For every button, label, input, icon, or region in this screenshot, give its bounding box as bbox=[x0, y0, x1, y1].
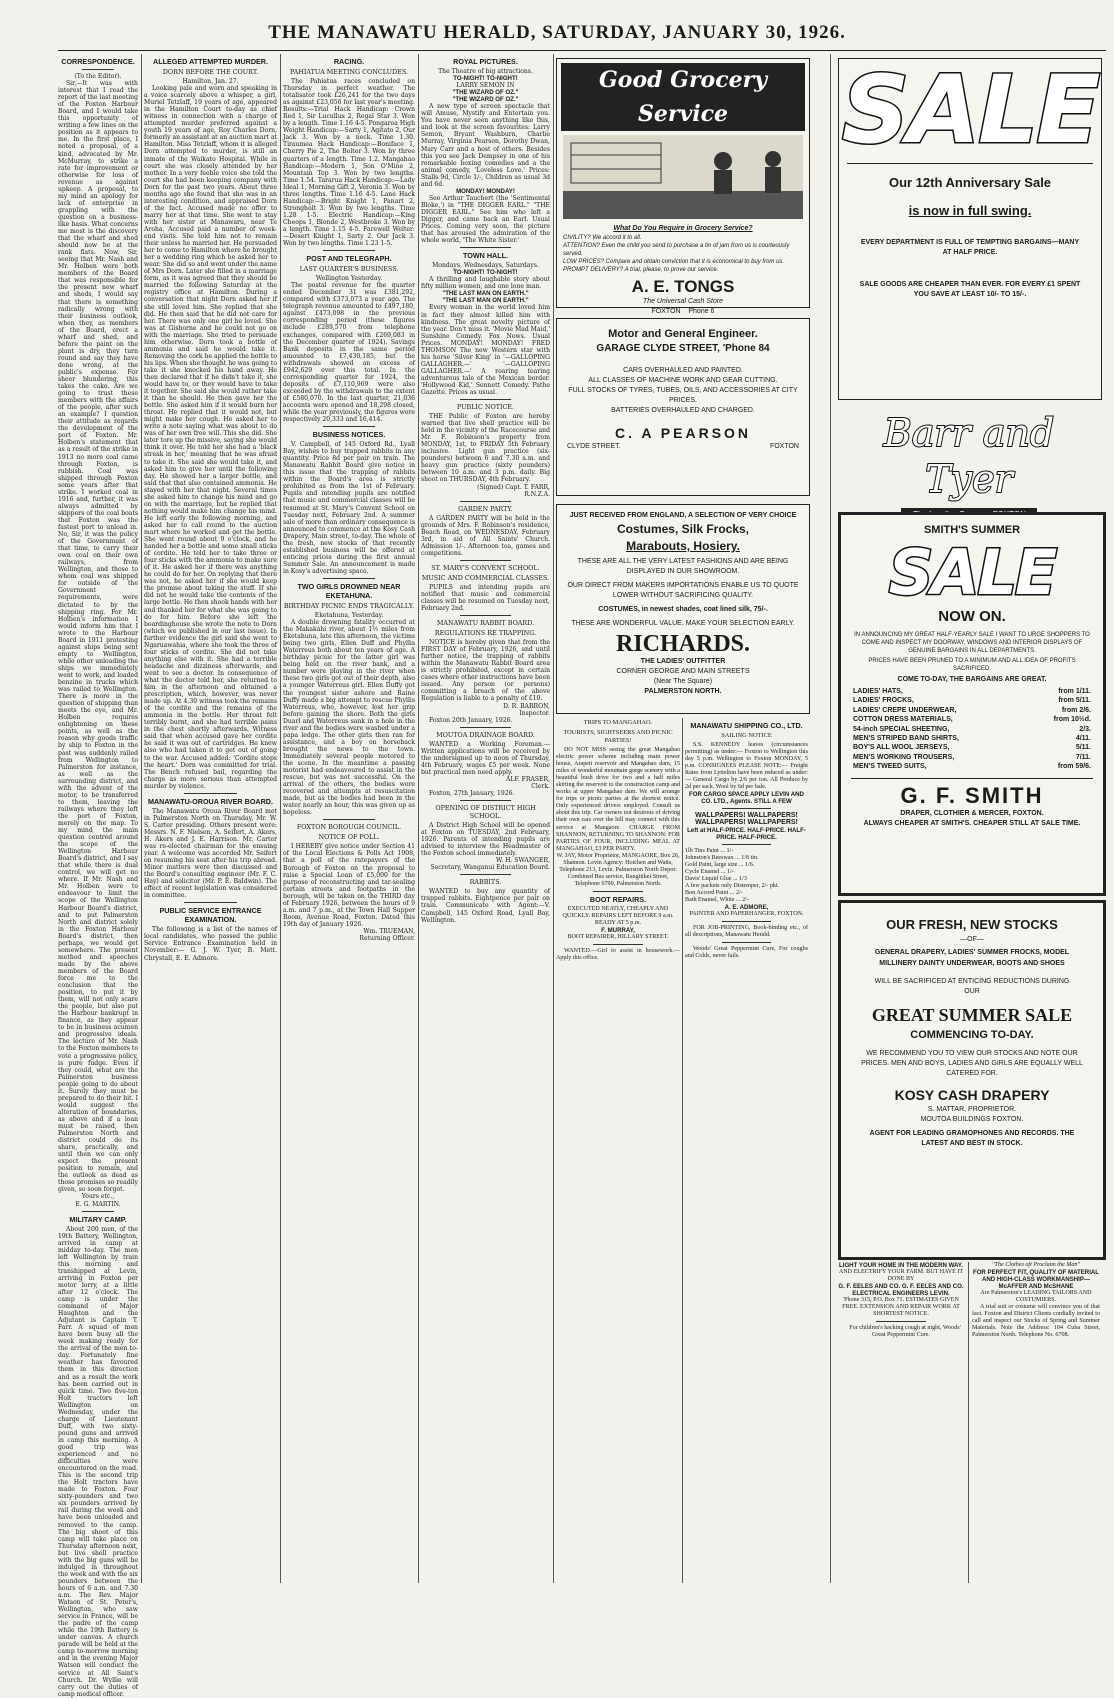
price-list-item: Gold Paint, large size ... 1/6. bbox=[685, 861, 755, 868]
job-printing-notice: FOR JOB-PRINTING, Book-binding etc., of all descriptions, Manawatu Herald. bbox=[685, 925, 808, 939]
smith-price-row bbox=[853, 734, 1091, 743]
column-racing bbox=[283, 54, 415, 1583]
paint-price-list bbox=[685, 848, 808, 904]
notice-body: I HEREBY give notice under Section 41 of the Local Elections & Polls Act 1908, that a poll of the ratepayers of the Borough of Foxton on the proposal to raise a Special Loan of £5,000 for the purpose of reconstructing and tar-sealing certain streets and footpaths in the borough, will be taken on the THIRD day of February 1926, between the hours of 9 a.m. and 7 p.m., at the Town Hall Supper Room, Avenue Road, Foxton. Dated this 19th day of January 1926. bbox=[283, 843, 415, 928]
subheading: Mondays, Wednesdays, Saturdays. bbox=[432, 262, 539, 270]
price-list-item: 1lb Tins Paint ... 1/- bbox=[685, 847, 734, 854]
notice-signature: Secretary, Wanganui Education Board. bbox=[430, 864, 550, 872]
column-rule bbox=[968, 1262, 969, 1583]
column-rule bbox=[830, 54, 831, 1583]
richards-address: CORNER GEORGE AND MAIN STREETS bbox=[616, 668, 750, 675]
divider bbox=[460, 501, 512, 502]
grocery-town-phone bbox=[557, 307, 809, 317]
tonight-banner: TO-NIGHT! TO-NIGHT! bbox=[453, 269, 518, 277]
article-body: A thrilling and laughable story about fifty million women, and one lone man. bbox=[421, 276, 550, 291]
woods-notice: Woods' Great Peppermint Cure, For coughs and Colds, never fails. bbox=[685, 946, 808, 960]
kosy-big-sale: GREAT SUMMER SALE bbox=[871, 1005, 1073, 1025]
richards-intro: JUST RECEIVED FROM ENGLAND, A SELECTION OF VERY CHOICE bbox=[569, 512, 797, 519]
grocery-town: FOXTON bbox=[651, 308, 681, 315]
divider bbox=[876, 1321, 926, 1322]
column-rule bbox=[280, 54, 281, 1583]
richards-text: OUR DIRECT FROM MAKERS IMPORTATIONS ENABLE US TO QUOTE LOWER WITHOUT SACRIFICING QUALITY. bbox=[567, 582, 799, 599]
column-trips bbox=[556, 718, 680, 1583]
ad-smiths-summer-sale bbox=[838, 512, 1106, 896]
smith-price: from 10½d. bbox=[1053, 716, 1091, 724]
smith-price-row bbox=[853, 725, 1091, 734]
divider bbox=[82, 1211, 114, 1212]
masthead-rule bbox=[58, 50, 1106, 51]
heading-garden-party: GARDEN PARTY. bbox=[458, 504, 513, 513]
motor-name: C. A PEARSON bbox=[614, 425, 752, 441]
subheading: DORN BEFORE THE COURT. bbox=[162, 68, 259, 76]
article-body: The Pahiatua races concluded on Thursday in perfect weather. The totalisator took £26,241 for the two days as against £23,056 for last year's meeting. Results:—Trial Hack Handicap: Crown Red 1, Sir Lucullus 2, Regal Star 3. Won by a length. Time 1.16 4-5. Pongaroa High Weight Handicap:—Sarty 1, Agitato 2, Our Jack 3. Won by a neck. Time 1.30. Tiraumea Hack Handicap:—Boniface 1, Cherry Pie 2, The Bolter 3. Won by three quarters of a length. Time 1.2. Mangahao Handicap:—Modern 1, Son O'Mine 2, Mountain Top 3. Won by two lengths. Time 1.54. Tararua Hack Handicap:—Lady Ideal 1, Morning Gift 2, Veronia 3. Won by three lengths. Time 1.16 4-5. Lane Hack Handicap:—Bright Knight 1, Panart 2, Strongholt 3. Won by two lengths. Time 1.28 1-5. Electric Handicap:—King Cheops 1, Blonde 2, Westbroke 3. Won by a length. Time 1.15 4-5. Farewell Welter:—Desert Knight 1, Sarty 2. Our Jack 3. Won by two lengths. Time 1.23 1-5. bbox=[283, 78, 415, 248]
smith-item: 54-inch SPECIAL SHEETING, bbox=[853, 725, 950, 733]
price-list-item: A few packets only Distemper, 2/- pkt. bbox=[685, 882, 780, 889]
smith-item: LADIES' CREPE UNDERWEAR, bbox=[853, 706, 957, 714]
subheading: PAHIATUA MEETING CONCLUDES. bbox=[289, 68, 409, 76]
smith-item: MEN'S WORKING TROUSERS, bbox=[853, 753, 955, 761]
film-title: "THE LAST MAN ON EARTH." bbox=[442, 290, 529, 298]
notice-signature: (Signed) Capt. T. FARR, bbox=[477, 483, 550, 491]
subheading: MUSIC AND COMMERCIAL CLASSES. bbox=[421, 573, 550, 582]
shop-counter-illustration bbox=[563, 135, 803, 219]
kosy-of: —OF— bbox=[960, 936, 984, 943]
price-list-item: Bath Enamel, White ... 2/- bbox=[685, 896, 749, 903]
divider bbox=[184, 902, 237, 903]
ad-kosy-cash-drapery bbox=[838, 900, 1106, 1260]
anniversary-subheading: is now in full swing. bbox=[908, 203, 1032, 218]
film-star: LARRY SEMON IN bbox=[456, 82, 515, 90]
ad-anniversary-sale bbox=[838, 58, 1102, 400]
ad-richards bbox=[556, 504, 810, 714]
divider bbox=[722, 808, 771, 809]
mcaffer-subtitle: Are Palmerston's LEADING TAILORS AND COSTUMIERS. bbox=[980, 1290, 1092, 1304]
boot-body: EXECUTED NEATLY, CHEAPLY AND QUICKLY. REPAIRS LEFT BEFORE 9 a.m. READY AT 5 p.m. bbox=[562, 905, 674, 927]
anniversary-text: EVERY DEPARTMENT IS FULL OF TEMPTING BARGAINS—MANY AT HALF PRICE. bbox=[860, 239, 1080, 256]
smith-intro: IN ANNOUNCING MY GREAT HALF-YEARLY SALE I WANT TO URGE SHOPPERS TO COME AND INSPECT MY DOORWAY, WINDOWS AND INTERIOR DISPLAYS OF GENUINE BARGAINS IN ALL DEPARTMENTS. bbox=[854, 632, 1090, 654]
smith-price: 2/3. bbox=[1079, 725, 1091, 733]
divider bbox=[722, 844, 771, 845]
motor-services bbox=[557, 366, 809, 416]
article-body: The following is a list of the names of local candidates, who passed the public Service Entrance Examination held in November:— G. J. W. Tyer, B. Mett. Chrystall, E. E. Admore. bbox=[144, 926, 277, 962]
divider bbox=[460, 615, 512, 616]
notice-signature: W. H. SWANGER, bbox=[496, 857, 550, 865]
monday-banner: MONDAY! MONDAY! bbox=[456, 187, 515, 195]
notice-body: A District High School will be opened at Foxton on TUESDAY, 2nd February, 1926. Parents of intending pupils are advised to interview the Headmaster of the Foxton school immediately. bbox=[421, 822, 550, 858]
article-body: Looking pale and worn and speaking in a voice scarcely above a whisper, a girl, Muriel Tetzlaff, 19 years of age, appeared in the Hamilton Court to-day as chief witness in connection with a charge of attempted murder preferred against a youth 19 years of age, Roy Charles Dorn, formerly an assistant at an auction mart at Hamilton. Miss Tetzlaff, whom it is alleged Dorn attempted to murder, is still an inmate of the Waikato Hospital. While in court she was closely attended by her mother. In a very feeble voice she told the court she had been keeping company with Dorn for the past two years. About three months ago she found that she was in an interesting condition, and appraised Dorn of the fact. Accused made no offer to marry her at that time. She went to stay with her sister at Manawaru, near Te Aroha. Accused paid a number of week-end visits. She told him not to remain their unless he married her. He persuaded her to come to Hamilton where he brought her a wedding ring which he asked her to wear. She did so and went under the name of Mrs Dorn. Later she filled in a marriage form, as it was agreed that they should be married the following Saturday at the registry office at Hamilton. During a conversation that night Dorn asked her if she still loved him. She replied that she did. He then said that he did not care for her. There was only one girl he loved. She was at Gisborne and he could not go on with the marriage. She tried to persuade him otherwise. Dorn took a bottle of ammonia and said he would take it. Removing the cork he applied the bottle to his lips. When she thought he was going to take it she knocked his hand away. He then declared that if he didn't take it, she would have to, or they would have to take it together. She said she would rather take it than he should. He then gave her the bottle. She asked him if it would burn her throat. He replied that it would not, but might make her cough. He asked her to write a note saying what was about to do was of her own free will. This she did. She later tore up the missive, saying she would think it over. He told her she had a 'black streak in her,' meaning that he was afraid to take it. She said she would take it, and asked him to give her until the following day. He showed her a larger bottle, and said that that also contained ammonia. He stayed with her that night. Several times she asked him to change his mind and go on with the marriage, but he replied that nothing would make him change his mind. He left early the following morning, and asked her to call round to the auction mart where he worked and get the bottle. She went round about 9 o'clock, and he handed her a bottle and some small sticks of cordite. He told her to take three or four sticks with the ammonia to make sure of it. He asked her if there was anything he could do for her. On replying that there was not, he asked her if she would keep the promise about taking the stuff. If she did not he would take the contents of the large bottle. He then shook hands with her and thanked her for what she was going to do for him. Before she left the boardinghouse she wrote the note to Dorn (which we published in our last issue). In further evidence the girl said she went to Ngaruawahia, where she took the three of four sticks of cordite. She did not take anything else with it. She had a terrible headache and dizziness afterwards, and went to see a doctor. In consequence of what the doctor told her, she returned to him in the afternoon and obtained a prescription, which, however, was never made up. At 4.30 witness took the remains of the cordite and the remains of the ammonia in the bottle. Her throat felt terribly burnt, and she had terrible pains in the chest shortly afterwards. Witness said that when accused gave her cordite he said it was out of cartridges. He knew also who had taken it to get out of going to the war. Accused added: 'Cordite stops the heart.' Dorn was committed for trial. The Bench refused bail, regarding the charge as more serious than attempted murder by violence. bbox=[144, 85, 277, 790]
divider bbox=[323, 426, 376, 427]
article-body: A double drowning fatality occurred at the Makakahi river, about 1½ miles from Eketahuna, late this afternoon, the victims being two girls, Ellen Duff and Phyllis Waterreus both about ten years of age. A birthday picnic for the latter girl was being held on the river bank, and a number were playing in the river when these two girls got out of their depth, also a younger Waterreus girl. Ellen Duffy got the youngest sister ashore and Raine Duffy made a big attempt to rescue Phyllis Waterreus, who, however, lost her grip before gaining the shore. Both the girls Duarl and Waterreus sank in a hole in the river and the bodies were washed under a papa ledge. The other girls then ran for assistance, and a boy on horseback brought the news to the town. Immediately several people motored to the scene. In the meantime a passing motorist had endeavoured to assist in the rescue, but was not successful. On the arrival of the others, the bodies were recovered and attempts at resuscitation made, but as the bodies had been in the water nearly an hour, this was given up as hopeless. bbox=[283, 619, 416, 817]
smith-item: MEN'S STRIPED BAND SHIRTS, bbox=[853, 735, 959, 743]
smith-price-row bbox=[853, 743, 1091, 752]
article-body: V. Campbell, of 145 Oxford Rd., Lyall Bay, wishes to buy trapped rabbits in any quantity. Price 8d per pair on train. The Manawatu Rabbit Board give notice in this issue that the trapping of rabbits within the Board's area is strictly prohibited as from the 1st of February. Pupils and intending pupils are notified that music and commercial classes will be resumed at St. Mary's Convent School on Tuesday next, February 2nd. A summer sale of more than ordinary consequence is announced to commence at the Kosy Cash Drapery, Main street, to-day. The whole of the fresh, new stocks of that recently established business will be offered at enticing prices during the first annual Summer Sale. An announcement is made in Kosy's advertising space. bbox=[283, 441, 415, 575]
richards-name: RICHARDS. bbox=[615, 631, 750, 657]
kosy-commencing: COMMENCING TO-DAY. bbox=[910, 1029, 1034, 1041]
article-body: About 200 men, of the 19th Battery, Wellington, arrived in camp at midday to-day. The men left Wellington by train this morning and transhipped at Levin, arriving in Foxton per motor lorry, at a little after 12 o'clock. The camp is under the command of Major Haughton and the Adjutant is Captain T. Farr. A squad of men have been busy all the week making ready for the arrival of the men to-day. Fortunately fine weather has favoured them in this direction and as a result the work has been carried out in quick time. Two five-ton Holt tractors left Wellington on Wednesday, under the charge of Lieutenant Duff, with two sixty-pound guns and arrived in camp this morning. A good trip was experienced and no difficulties were encountered on the road. This is the second trip the Holt tractors have made to Foxton. Four sixty-pounders and two six pounders arrived by rail during the week and have been unloaded and removed to the camp. The big shoot of this camp will take place on Thursday afternoon next, but live shell practice with the big guns will be indulged in throughout the week and with the six pounders between the hours of 6 a.m. and 7.30 a.m. The Rev. Major Watson of St. Peter's, Wellington, who saw service in France, will be the padre of the camp while the 19th Battery is under canvas. A church parade will be held at the camp to-morrow morning and in the evening Major Watson will conduct the service at All Saint's Church. Dr. Wyllie will carry out the duties of camp medical officer. bbox=[58, 1225, 138, 1698]
divider bbox=[82, 69, 114, 70]
dateline: Hamilton, Jan. 27. bbox=[182, 78, 239, 85]
heading-high-school: OPENING OF DISTRICT HIGH SCHOOL. bbox=[435, 804, 536, 821]
barr-tyer-wordmark: Barr and Tyer bbox=[883, 411, 1055, 501]
kosy-address: MOUTOA BUILDINGS FOXTON. bbox=[920, 1116, 1024, 1123]
heading-town-hall: TOWN HALL. bbox=[463, 251, 508, 261]
article-body: A new type of screen spectacle that will Amuse, Mystify and Entertain you. You have never seen anything like this, and look at the screen favourites: Larry Semon, Bryant Washburn, Charlie Murray, Virginia Pearson, Dorothy Dwan, Mary Carr and a host of others. Besides this you see Jack Dempsey in one of his remarkable boxing comedies and a the animal comedy, 'Loveless Love.' Prices: Stalls 9d, Circle 1/-, Children as usual 3d and 6d. bbox=[421, 103, 550, 188]
notice-signature: Wm. TRUEMAN, bbox=[363, 927, 415, 935]
kosy-goods: GENERAL DRAPERY, LADIES' SUMMER FROCKS, MODEL MILLINERY DAINTY UNDERWEAR, BOOTS AND SHOES bbox=[874, 949, 1070, 967]
grocery-question: What Do You Require in Grocery Service? bbox=[613, 225, 753, 232]
grocery-line: ATTENTION? Even the child you send to purchase a tin of jam from us is courteously served. bbox=[563, 243, 790, 257]
grocery-line: CIVILITY? We accord it to all. bbox=[563, 235, 642, 241]
masthead: THE MANAWATU HERALD, SATURDAY, JANUARY 30, 1926. bbox=[268, 22, 846, 43]
motor-line: FULL STOCKS OF TYRES, TUBES, OILS, AND ACCESSORIES AT CITY PRICES. bbox=[568, 387, 798, 404]
film-title: "THE LAST MAN ON EARTH." bbox=[442, 297, 529, 305]
richards-text: THESE ARE ALL THE VERY LATEST FASHIONS AND ARE BEING DISPLAYED IN OUR SHOWROOM. bbox=[577, 558, 789, 575]
heading-military-camp: MILITARY CAMP. bbox=[69, 1214, 127, 1224]
notice-body: A GARDEN PARTY will be held in the grounds of Mrs. F. Robinson's residence, Beach Road, on WEDNESDAY, February 3rd, in aid of All Saints' Church. Admission 1/-. Afternoon tea, games and competitions. bbox=[421, 514, 550, 557]
smith-price-row bbox=[853, 715, 1091, 724]
kosy-proprietor: S. MATTAR, PROPRIETOR. bbox=[927, 1106, 1017, 1113]
letter-signoff: Yours etc., bbox=[81, 1193, 115, 1201]
grocery-phone: Phone 6 bbox=[688, 308, 715, 315]
notice-signature: Returning Officer. bbox=[359, 934, 415, 942]
grocery-lines bbox=[557, 234, 809, 274]
notice-signature: D. R. BARRON, bbox=[503, 702, 550, 710]
price-list-item: Bon Accord Paint ... 2/- bbox=[685, 889, 743, 896]
heading-exam: PUBLIC SERVICE ENTRANCE EXAMINATION. bbox=[159, 906, 262, 925]
divider bbox=[722, 921, 771, 922]
divider bbox=[323, 578, 376, 579]
mcaffer-body: A trial suit or costume will convince you of that fact. Foxton and District Clients cordially invited to call and inspect our Stocks of Spring and Summer Materials. Note the Address: 104 Cuba Street, Palmerston North. Telephone No. 6708. bbox=[972, 1304, 1100, 1339]
smith-item: BOY'S ALL WOOL JERSEYS, bbox=[853, 744, 950, 752]
dateline: Wellington Yesterday. bbox=[315, 275, 383, 283]
notice-signature: Clerk. bbox=[531, 782, 550, 790]
motor-line: CARS OVERHAULED AND PAINTED. bbox=[623, 367, 743, 374]
richards-town: PALMERSTON NORTH. bbox=[644, 688, 722, 695]
admore-name: A. E. ADMORE, bbox=[724, 903, 769, 911]
motor-line: BATTERIES OVERHAULED AND CHARGED. bbox=[611, 407, 755, 414]
smith-intro: PRICES HAVE BEEN PRUNED TO A MINIMUM AND ALL IDEA OF PROFITS SACRIFICED. bbox=[868, 658, 1076, 672]
eeles-heading: LIGHT YOUR HOME IN THE MODERN WAY. bbox=[839, 1262, 963, 1269]
heading-boot-repairs: BOOT REPAIRS. bbox=[589, 894, 647, 904]
subheading: SAILING NOTICE bbox=[721, 732, 772, 739]
smith-item: LADIES' FROCKS, bbox=[853, 697, 914, 705]
mcaffer-name: McAFFER AND McSHANE bbox=[998, 1283, 1074, 1291]
smith-come-today: COME TO-DAY, THE BARGAINS ARE GREAT. bbox=[897, 676, 1047, 683]
smith-price-row bbox=[853, 753, 1091, 762]
price-list-item: Johnston's Beeswax ... 1/8 tin. bbox=[685, 854, 759, 861]
grocery-title: Good Grocery Service bbox=[561, 63, 805, 131]
boot-name: F. MURRAY, bbox=[601, 927, 635, 935]
divider bbox=[323, 819, 376, 820]
heading-trips: TRIPS TO MANGAHAO. bbox=[583, 719, 653, 726]
heading-rabbit-board: MANAWATU RABBIT BOARD. bbox=[436, 619, 535, 628]
mcaffer-pitch: FOR PERFECT FIT, QUALITY OF MATERIAL AND HIGH-CLASS WORKMANSHIP— bbox=[972, 1269, 1100, 1284]
notice-signature: Inspector. bbox=[519, 709, 550, 717]
heading-rabbits: RABBITS. bbox=[469, 878, 502, 887]
shipping-body: S.S. KENNEDY leaves (circumstances permitting) as under:— Foxton to Wellington this day 5 p.m. Wellington to Foxton MONDAY, 5 p.m. CONSIGNEES PLEASE NOTE:— Freight Rates from Lyttelton have been reduced as under:— General Cargo by 2/6 per ton. All Produce by 2d per sack. Wool by 6d per bale. bbox=[685, 742, 808, 791]
smith-price-row bbox=[853, 696, 1091, 705]
divider bbox=[460, 399, 512, 400]
film-title: "THE WIZARD OF OZ." bbox=[452, 89, 519, 97]
notice-body: PUPILS and intending pupils are notified that music and commercial classes will be resumed on Tuesday next, February 2nd. bbox=[421, 583, 550, 613]
article-body: Every woman in the world loved him in fact they almost killed him with kindness. The great novelty picture of the year. Don't miss it. 'Movie Mad Maid,' Sunshine Comedy. Fox News. Usual Prices. MONDAY! MONDAY! FRED THOMSON The new Western star with his horse 'Silver King' in '—GALLOPING GALLAGHER.—' '—GALLOPING GALLAGHER.—' A roaring tearing adventurous tale of the Mexican border. 'Hollywood Kid,' Sennett Comedy. Pathe Gazette. Prices as usual. bbox=[421, 304, 551, 397]
notice-body: WANTED a Working Foreman.—Written applications will be received by the undersigned up to noon of Thursday, 4th February, wages £5 per week. None but practical men need apply. bbox=[421, 740, 550, 776]
richards-near: (Near The Square) bbox=[653, 678, 713, 685]
motor-location bbox=[557, 442, 809, 452]
smith-item: COTTON DRESS MATERIALS, bbox=[853, 716, 953, 724]
heading-public-notice: PUBLIC NOTICE. bbox=[456, 403, 515, 412]
subheading: BIRTHDAY PICNIC ENDS TRAGICALLY. bbox=[283, 602, 415, 610]
ad-good-grocery bbox=[556, 58, 810, 315]
column-rule bbox=[682, 718, 683, 1583]
heading-drainage-board: MOUTOA DRAINAGE BOARD. bbox=[436, 730, 535, 739]
notice-body: WANTED to buy any quantity of trapped rabbits. Eightpence per pair on train. Communicate with Agent:—V. Campbell, 145 Oxford Road, Lyall Bay, Wellington. bbox=[421, 888, 550, 924]
column-murder bbox=[144, 54, 277, 1583]
smith-slogan: ALWAYS CHEAPER AT SMITH'S. CHEAPER STILL AT SALE TIME. bbox=[863, 819, 1081, 827]
subheading: NOTICE OF POLL. bbox=[318, 833, 380, 842]
divider bbox=[722, 942, 771, 943]
trips-body: DO NOT MISS seeing the great Mangahao electric power scheme including main power house, Arapeti reservoir and Mangahao dam, 15 miles of wonderful mountain gorge scenery with a beautiful bush drive for two and a half miles skirting the reservoir to the construction camp and works at upper Mangahao dam. We will arrange for trips or picnic parties at the shortest notice. Only experienced drivers employed. Consult us about this trip. Car owners not desirous of driving their own cars over the hill may connect with this service at Mangaore. CHARGE FROM SHANNON, RETURNING TO SHANNON: FOR PARTIES OF FOUR, INCLUDING MEAL AT MANGAHAO, £3 PER PARTY. bbox=[556, 747, 680, 852]
kosy-sacrifice: WILL BE SACRIFICED AT ENTICING REDUCTIONS DURING OUR bbox=[874, 978, 1070, 995]
shipping-footer: FOR CARGO SPACE APPLY LEVIN AND CO. LTD., Agents. STILL A FEW bbox=[689, 791, 804, 806]
smith-name: G. F. SMITH bbox=[900, 782, 1044, 808]
subheading: REGULATIONS RE TRAPPING. bbox=[434, 629, 537, 638]
richards-text: THESE ARE WONDERFUL VALUE. MAKE YOUR SELECTION EARLY. bbox=[571, 620, 795, 627]
letter-body: Sir,—It was with interest that I read the report of the last meeting of the Foxton Harbour Board, and I would take this opportunity of writing a few lines on the position as it appears to me. In the first place, I noted a proposal, of a kind, advocated by Mr. McMurray, to strike a rate for improvement or otherwise for loss of revenue as against upkeep. A proposal, to my mind an apology for lack of enterprise in grappling with the question on a business-like basis. What concerns me most is the discovery that the wharf and shed should now be at the rank flats. Now, Sir, seeing that Mr. Nash and Mr. Holben were both members of the Board that was responsible for the present new wharf and sheds, I would say that there is something radically wrong with their business outlook, when they, as members of the Board, erect a wharf and shed, and before the paint on the plant is dry, they turn round and say they have done wrong, at the public's expense. For sheer blundering, this takes the cake. Are we going to trust these members with the affairs of the people, after such an example? I question their attitude as regards the development of the port of Foxton. Mr. Holben's statement that as a result of the strike in 1913 no more coal came through Foxton, is rubbish. Coal was shipped through Foxton some years after that strike. I worked coal in 1916 and, further, it was always admitted by skippers of the coal boats that Foxton was the fastest port to unload in. No, Sir, it was the policy of the Government of that time, to carry their own coal on their own railways, from Wellington, and those to whom coal was shipped for outside of the Government requirements, were dictated to by the shipping ring. For Mr. Holben's information I would inform him that I wrote to the Harbour Board in 1911 protesting against ships being sent empty to Wellington, while other unloading the ships we immediately went to work, and loaded benzine in trucks which was railed to Wellington. There is more in the question of shipping than meets the eye, and Mr. Holben requires enlightening on these points, as well as the reason why goods traffic by ship to Foxton in the past was suddenly railed from Wellington to Palmerston for instance, as well as the surrounding district, and with the advent of the motor, to be transferred to them, leaving the railways where they left the port of Foxton, merely on the map. To my mind the main question centred around the scope of the Wellington Harbour Board's district, and I say that while there is dual control, we will get no where. If Mr. Nash and Mr. Holben were to endeavour to limit the scope of the Wellington Harbour Board's district, and to put Palmerston North and district solely in the Foxton Harbour Board's district, then perhaps, we would get somewhere. The present method and speeches made by the above members of the Board force me to the conclusion that the position, to put it by them, will not only scare the people, but also put the Harbour bankrupt in finance, as they appear to be in business acumen and progressive ideals. The lecture of Mr. Nash to the Foxton members to vote a progressive policy, is pure fudge. Even if they could, what are the Palmerston business people going to do about it. Surely they must be prepared to do their bit. I would suggest the alteration of boundaries, as above and if a loan must be raised, then Palmerston North and district could do its share, practically, and until then we can only expect the present position to remain, and the outlook as dead as those promises so readily given, so soon forgot. bbox=[58, 80, 138, 1194]
eeles-footer: 'Phone 315, P.O. Box 71. ESTIMATES GIVEN FREE. EXTENSION AND REPAIR WORK AT SHORTEST NOTICE. bbox=[842, 1297, 960, 1318]
motor-town: FOXTON bbox=[769, 443, 799, 450]
sale-banner: SALE bbox=[841, 56, 1099, 165]
notice-body: THE Public of Foxton are hereby warned that live shell practice will be held in the vicinity of the Racecourse and Mr. F. Robinson's property from MONDAY, 1st, to FRIDAY 5th February inclusive. Light gun practice (six-pounders) between 6 and 7.30 a.m. and heavy gun practice (sixty pounders) between 10 a.m. and 3 p.m. daily. Big shoot on THURSDAY, 4th February. bbox=[421, 413, 550, 484]
childrens-cough-notice: For children's hacking cough at night, Woods' Great Peppermint Cure. bbox=[849, 1325, 961, 1339]
eeles-text: AND ELECTRIFY YOUR FARM. BUT HAVE IT DONE BY bbox=[838, 1269, 964, 1283]
notice-signature: ALF. FRASER, bbox=[506, 775, 550, 783]
admore-trade: PAINTER AND PAPERHANGER, FOXTON. bbox=[689, 911, 804, 918]
anniversary-text: SALE GOODS ARE CHEAPER THAN EVER. FOR EVERY £1 SPENT YOU SAVE AT LEAST 10/- TO 15/-. bbox=[859, 281, 1081, 298]
trips-signature: W. JAY, Motor Proprietor, MANGAORE, Box 26, Shannon. Levin Agency: Hotchen and Watts, Telephone 213, Levin. Palmerston North Depot: Combined Bus service, Rangitikei Street, Telephone 6790, Palmerston North. bbox=[556, 852, 680, 887]
smith-now-on: NOW ON. bbox=[938, 608, 1006, 625]
notice-date: Foxton 20th January, 1926. bbox=[429, 716, 513, 724]
smith-price: 7/11. bbox=[1075, 753, 1091, 761]
smith-price-list bbox=[841, 685, 1103, 774]
article-body: The postal revenue for the quarter ended December 31 was £381,292, compared with £373,073 a year ago. The telegraph revenue amounted to £497,180, against £473,098 in the previous corresponding period (these figures include £289,570 from telephone exchanges, compared with £269,083 in the December quarter of 1924). Savings Bank deposits in the same period amounted to £7,430,185, but the withdrawals showed an excess of £942,629 over this total. In the corresponding quarter for 1924, the deposits of £7,110,969 were also exceeded by the withdrawals to the extent of £580,070. In the last quarter, 21,036 accounts were opened and 18,298 closed, while the year previously, the figures were respectively 20,333 and 16,414. bbox=[283, 282, 415, 424]
smith-subtitle: DRAPER, CLOTHIER & MERCER, FOXTON. bbox=[900, 809, 1044, 817]
richards-heading: Marabouts, Hosiery. bbox=[626, 539, 740, 553]
divider bbox=[593, 944, 643, 945]
heading-convent-school: ST. MARY'S CONVENT SCHOOL. bbox=[431, 563, 540, 572]
notice-date: Foxton, 27th January, 1926. bbox=[429, 789, 515, 797]
heading-royal-pictures: ROYAL PICTURES. bbox=[453, 57, 518, 66]
wallpapers-sub: Left at HALF-PRICE. HALF-PRICE. HALF-PRICE. HALF-PRICE. bbox=[687, 826, 806, 841]
film-title: "THE WIZARD OF OZ." bbox=[452, 96, 519, 104]
smith-price-row bbox=[853, 762, 1091, 771]
ad-motor-engineer bbox=[556, 318, 810, 496]
smith-price: from 1/11. bbox=[1058, 688, 1091, 695]
smith-item: MEN'S TWEED SUITS, bbox=[853, 763, 927, 771]
divider bbox=[460, 874, 512, 875]
kosy-agent: AGENT FOR LEADING GRAMOPHONES AND RECORDS. THE LATEST AND BEST IN STOCK. bbox=[869, 1130, 1075, 1147]
richards-text: COSTUMES, in newest shades, coat lined silk, 75/-. bbox=[598, 606, 768, 613]
smith-item: LADIES' HATS, bbox=[853, 688, 903, 695]
column-rule bbox=[418, 54, 419, 1583]
motor-line: ALL CLASSES OF MACHINE WORK AND GEAR CUTTING. bbox=[588, 377, 778, 384]
smith-price: from 5/11. bbox=[1058, 697, 1091, 705]
wallpapers-heading: WALLPAPERS! WALLPAPERS! WALLPAPERS! WALLPAPERS! bbox=[695, 812, 798, 827]
heading-river-board: MANAWATU-OROUA RIVER BOARD. bbox=[148, 796, 273, 806]
subheading: The Theatre of big attractions. bbox=[438, 68, 533, 75]
column-rule bbox=[553, 54, 554, 1583]
heading-racing: RACING. bbox=[333, 57, 365, 66]
grocery-line: LOW PRICES? Compare and obtain conviction that it is economical to buy from us. bbox=[563, 259, 785, 265]
divider bbox=[323, 250, 376, 251]
grocery-line: PROMPT DELIVERY? A trial, please, to prove our service. bbox=[563, 267, 719, 273]
grocery-store: The Universal Cash Store bbox=[642, 298, 724, 305]
divider bbox=[460, 247, 512, 248]
price-list-item: Cycle Enamel ... 1/- bbox=[685, 868, 734, 875]
divider bbox=[460, 727, 512, 728]
price-list-item: Davis' Liquid Glue ... 1/3 bbox=[685, 875, 747, 882]
tonight-banner: TO-NIGHT! TO-NIGHT! bbox=[453, 75, 518, 83]
smith-price: from 59/6. bbox=[1057, 763, 1091, 771]
smith-price: 4/11. bbox=[1075, 735, 1091, 743]
heading-drowned: TWO GIRLS DROWNED NEAR EKETAHUNA. bbox=[297, 582, 401, 600]
column-rule bbox=[141, 54, 142, 1583]
article-body: The Manawatu Oroua River Board met in Palmerston North on Thursday, Mr. W. S. Carter presiding. Others present were: Messrs. N. F. Nielsen, A. Seifert, A. Akers, H. Akers and J. E. Harrison. Mr. Carter was re-elected chairman for the ensuing year. A welcome was accorded Mr. Seifert on resuming his seat after his trip abroad. Minor matters were then discussed and the Board's consulting engineer (Mr. F. C. Hay) and solicitor (Mr. P. E. Baldwin). The effect of recent legislation was considered in committee. bbox=[144, 807, 277, 900]
richards-heading: Costumes, Silk Frocks, bbox=[616, 522, 750, 536]
heading-borough-council: FOXTON BOROUGH COUNCIL. bbox=[296, 823, 402, 832]
notice-signature: R.N.Z.A. bbox=[524, 490, 550, 498]
heading-shipping: MANAWATU SHIPPING CO., LTD. bbox=[690, 721, 803, 730]
subheading: TOURISTS, SIGHTSEERS AND PICNIC PARTIES! bbox=[563, 729, 673, 744]
heading-business-notices: BUSINESS NOTICES. bbox=[312, 430, 386, 440]
heading-post-telegraph: POST AND TELEGRAPH. bbox=[306, 254, 392, 264]
smith-price: from 2/6. bbox=[1061, 706, 1091, 714]
grocery-name: A. E. TONGS bbox=[631, 277, 735, 296]
kosy-name: KOSY CASH DRAPERY bbox=[894, 1087, 1050, 1103]
divider bbox=[460, 560, 512, 561]
smith-price-row bbox=[853, 706, 1091, 715]
heading-correspondence: CORRESPONDENCE. bbox=[61, 57, 135, 66]
kosy-heading: OUR FRESH, NEW STOCKS bbox=[886, 917, 1058, 932]
column-shipping bbox=[685, 718, 808, 1583]
salutation: (To the Editor). bbox=[74, 73, 122, 80]
richards-sub: THE LADIES' OUTFITTER bbox=[640, 658, 726, 665]
column-mcaffer bbox=[972, 1262, 1100, 1583]
letter-signature: E. G. MARTIN. bbox=[75, 1200, 121, 1208]
anniversary-heading: Our 12th Anniversary Sale bbox=[888, 175, 1052, 190]
motor-address: GARAGE CLYDE STREET, 'Phone 84 bbox=[596, 343, 770, 354]
column-pictures bbox=[421, 54, 550, 1583]
smith-sale-banner: SALE bbox=[888, 536, 1056, 609]
mcaffer-quote: "The Clothes oft Proclaim the Man" bbox=[992, 1262, 1080, 1268]
smith-price: 5/11. bbox=[1075, 744, 1091, 752]
column-correspondence bbox=[58, 54, 138, 1698]
divider bbox=[184, 793, 237, 794]
column-eeles bbox=[838, 1262, 964, 1583]
dateline: Eketahuna, Yesterday. bbox=[314, 612, 384, 619]
subheading: LAST QUARTER'S BUSINESS. bbox=[299, 265, 399, 274]
eeles-name: G. F. EELES AND CO. G. F. EELES AND CO. ELECTRICAL ENGINEERS LEVIN. bbox=[838, 1283, 964, 1298]
wanted-notice: WANTED.—Girl to assist in housework.—Apply this office. bbox=[556, 948, 680, 962]
divider bbox=[460, 800, 512, 801]
notice-body: NOTICE is hereby given that from the FIRST DAY of February, 1926, and until further notice, the trapping of rabbits within the Manawatu Rabbit Board area is strictly prohibited, except in certain cases where other instructions have been issued. Any person (or persons) committing a breach of the above Regulation is liable to a penalty of £10. bbox=[421, 639, 550, 703]
smith-price-row bbox=[853, 687, 1091, 696]
heading-murder: ALLEGED ATTEMPTED MURDER. bbox=[153, 57, 268, 66]
barr-tyer-logo bbox=[838, 410, 1100, 502]
divider bbox=[593, 891, 643, 892]
smith-title: SMITH'S SUMMER bbox=[923, 524, 1021, 536]
article-body: See Arthur Tauchert (the 'Sentimental Bloke,') in "THE DIGGER EARL." "THE DIGGER EARL." See him who left a Digger, and came back an Earl. Usual Prices. Coming very soon, the picture that has aroused the admiration of the whole world, 'The White Sister.' bbox=[421, 194, 550, 245]
motor-street: CLYDE STREET. bbox=[567, 443, 621, 450]
boot-signature: BOOT REPAIRER, HILLARY STREET. bbox=[567, 934, 669, 941]
motor-title: Motor and General Engineer. bbox=[608, 328, 758, 340]
kosy-recommend: WE RECOMMEND YOU TO VIEW OUR STOCKS AND NOTE OUR PRICES. MEN AND BOYS, LADIES AND GIRLS ARE EQUALLY WELL CATERED FOR. bbox=[861, 1050, 1083, 1077]
